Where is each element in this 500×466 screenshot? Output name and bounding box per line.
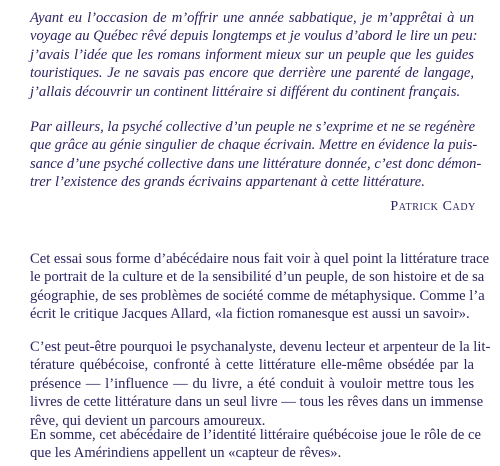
text-line: sance d’une psyché collective dans une littérature donnée, c’est donc démon- — [30, 155, 482, 172]
text-line: Cet essai sous forme d’abécédaire nous fait voir à quel point la littérature trace — [30, 251, 490, 267]
text-line: livres de cette littérature dans un seul livre — tous les rêves dans un immense — [30, 394, 484, 411]
epigraph-author: Patrick Cady — [390, 199, 476, 214]
body-paragraph-3 — [30, 426, 481, 463]
text-line: térature québécoise, confronté à cette littérature elle-même obsédée par la — [30, 357, 474, 374]
text-line: j’allais découvrir un continent littéraire si différent du continent français. — [30, 83, 461, 100]
text-line: trer l’existence des grands écrivains appartenant à cette littérature. — [30, 174, 425, 191]
text-line: touristiques. Je ne savais pas encore que derrière une parenté de langage, — [30, 65, 474, 82]
text-line: rêve, qui devient un parcours amoureux. — [30, 412, 266, 429]
text-line: voyage au Québec rêvé depuis longtemps et je voulus d’abord le lire un peu: — [30, 28, 478, 45]
text-line: écrit le critique Jacques Allard, «la fiction romanesque est aussi un savoir». — [30, 306, 470, 323]
text-line: Par ailleurs, la psyché collective d’un peuple ne s’exprime et ne se regénère — [30, 119, 476, 135]
text-line: j’avais l’idée que les romans informent mieux sur un peuple que les guides — [30, 46, 474, 63]
epigraph-paragraph-1 — [30, 9, 478, 101]
text-line: géographie, de ses problèmes de société comme de métaphysique. Comme l’a — [30, 287, 485, 304]
body-paragraph-2 — [30, 338, 491, 430]
text-line: que grâce au génie singulier de chaque écrivain. Mettre en évidence la puis- — [30, 137, 478, 154]
text-line: le portrait de la culture et de la sensibilité d’un peuple, de son histoire et de sa — [30, 269, 485, 286]
text-line: C’est peut-être pourquoi le psychanalyste, devenu lecteur et arpenteur de la lit- — [30, 339, 491, 355]
text-line: En somme, cet abécédaire de l’identité littéraire québécoise joue le rôle de ce — [30, 427, 481, 443]
epigraph-paragraph-2 — [30, 118, 482, 192]
text-line: présence — l’influence — du livre, a été conduit à vouloir mettre tous les — [30, 375, 474, 392]
text-line: Ayant eu l’occasion de m’offrir une année sabbatique, je m’apprêtai à un — [30, 10, 474, 26]
text-line: que les Amérindiens appellent un «capteur de rêves». — [30, 445, 342, 462]
body-paragraph-1 — [30, 250, 490, 324]
